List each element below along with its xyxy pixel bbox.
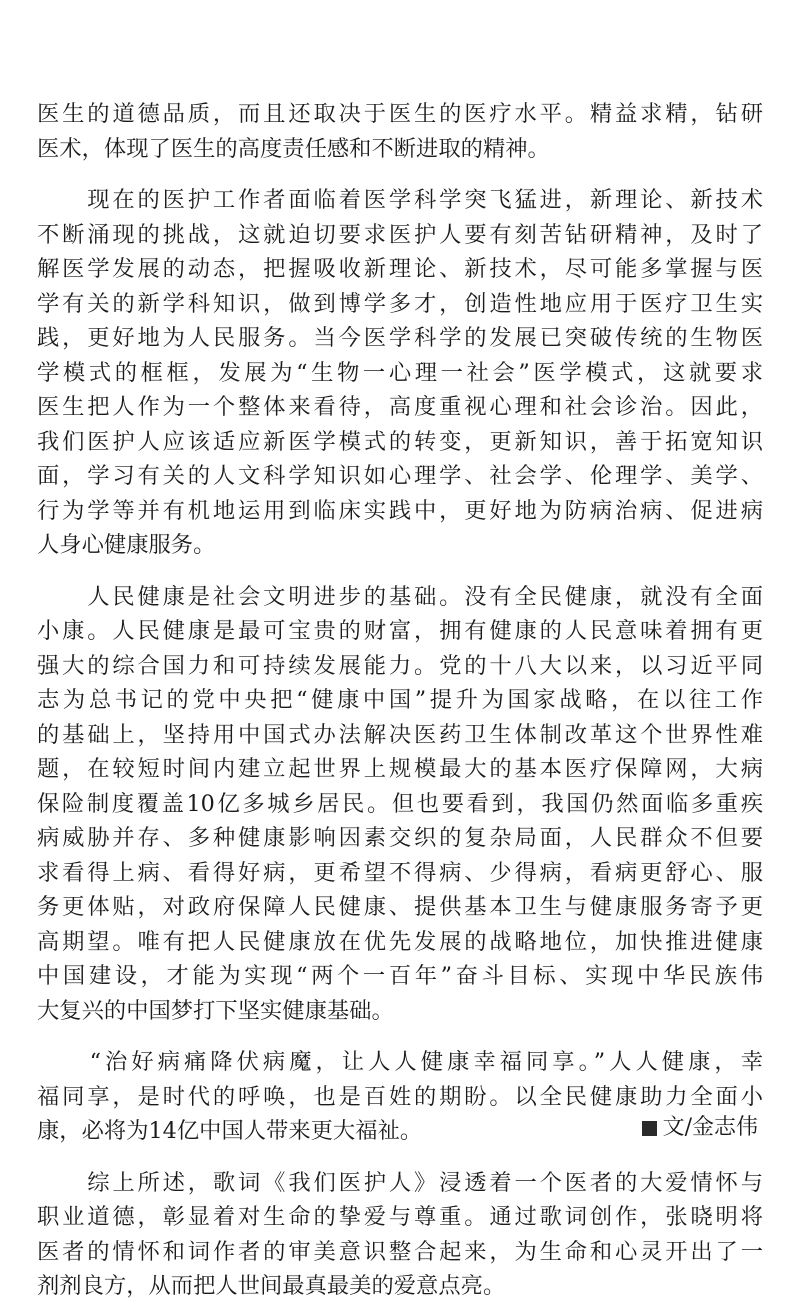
text-line: 现在的医护工作者面临着医学科学突飞猛进，新理论、新技术 <box>37 187 763 213</box>
text-line: 强大的综合国力和可持续发展能力。党的十八大以来，以习近平同 <box>37 652 763 679</box>
text-line: 福同享，是时代的呼唤，也是百姓的期盼。以全民健康助力全面小 <box>37 1083 763 1110</box>
author-byline <box>642 1113 758 1143</box>
text-line: 人民健康是社会文明进步的基础。没有全民健康，就没有全面 <box>37 583 763 610</box>
text-line: 病威胁并存、多种健康影响因素交织的复杂局面，人民群众不但要 <box>37 825 763 851</box>
text-line: 行为学等并有机地运用到临床实践中，更好地为防病治病、促进病 <box>37 497 763 524</box>
text-line: 我们医护人应该适应新医学模式的转变，更新知识，善于拓宽知识 <box>37 428 763 455</box>
text-line: 大复兴的中国梦打下坚实健康基础。 <box>37 997 394 1024</box>
text-line: 剂剂良方，从而把人世间最真最美的爱意点亮。 <box>37 1273 506 1299</box>
text-line: 不断涌现的挑战，这就迫切要求医护人要有刻苦钻研精神，及时了 <box>37 221 763 248</box>
text-line: 学模式的框框，发展为“生物一心理一社会”医学模式，这就要求 <box>37 359 763 386</box>
text-line: 职业道德，彰显着对生命的挚爱与尊重。通过歌词创作，张晓明将 <box>37 1204 763 1230</box>
text-line: 学有关的新学科知识，做到博学多才，创造性地应用于医疗卫生实 <box>37 290 763 317</box>
paragraph-2 <box>37 183 763 563</box>
text-line: 面，学习有关的人文科学知识如心理学、社会学、伦理学、美学、 <box>37 463 763 489</box>
text-line: 务更体贴，对政府保障人民健康、提供基本卫生与健康服务寄予更 <box>37 894 763 920</box>
text-line: 医生的道德品质，而且还取决于医生的医疗水平。精益求精，钻研 <box>37 101 763 127</box>
text-line: 题，在较短时间内建立起世界上规模最大的基本医疗保障网，大病 <box>37 756 763 782</box>
text-line: 医术，体现了医生的高度责任感和不断进取的精神。 <box>37 135 550 162</box>
text-line: “治好病痛降伏病魔，让人人健康幸福同享。”人人健康，幸 <box>37 1049 763 1075</box>
text-line: 医者的情怀和词作者的审美意识整合起来，为生命和心灵开出了一 <box>37 1238 763 1265</box>
text-line: 解医学发展的动态，把握吸收新理论、新技术，尽可能多掌握与医 <box>37 256 763 282</box>
text-line: 中国建设，才能为实现“两个一百年”奋斗目标、实现中华民族伟 <box>37 963 763 989</box>
text-line: 医生把人作为一个整体来看待，高度重视心理和社会诊治。因此， <box>37 394 763 420</box>
text-line: 践，更好地为人民服务。当今医学科学的发展已突破传统的生物医 <box>37 325 763 351</box>
black-square-icon <box>642 1121 657 1136</box>
text-line: 志为总书记的党中央把“健康中国”提升为国家战略，在以往工作 <box>37 687 763 713</box>
author-credit: 文/金志伟 <box>662 1115 758 1140</box>
text-line: 小康。人民健康是最可宝贵的财富，拥有健康的人民意味着拥有更 <box>37 618 763 644</box>
paragraph-5 <box>37 1166 763 1304</box>
text-line: 保险制度覆盖10亿多城乡居民。但也要看到，我国仍然面临多重疾 <box>37 790 763 817</box>
text-line: 人身心健康服务。 <box>37 532 216 558</box>
text-line: 的基础上，坚持用中国式办法解决医药卫生体制改革这个世界性难 <box>37 721 763 748</box>
text-line: 求看得上病、看得好病，更希望不得病、少得病，看病更舒心、服 <box>37 859 763 886</box>
text-line: 综上所述，歌词《我们医护人》浸透着一个医者的大爱情怀与 <box>37 1169 763 1196</box>
paragraph-1 <box>37 97 763 166</box>
text-line: 康，必将为14亿中国人带来更大福祉。 <box>37 1118 423 1144</box>
text-line: 高期望。唯有把人民健康放在优先发展的战略地位，加快推进健康 <box>37 928 763 955</box>
paragraph-3 <box>37 580 763 1029</box>
